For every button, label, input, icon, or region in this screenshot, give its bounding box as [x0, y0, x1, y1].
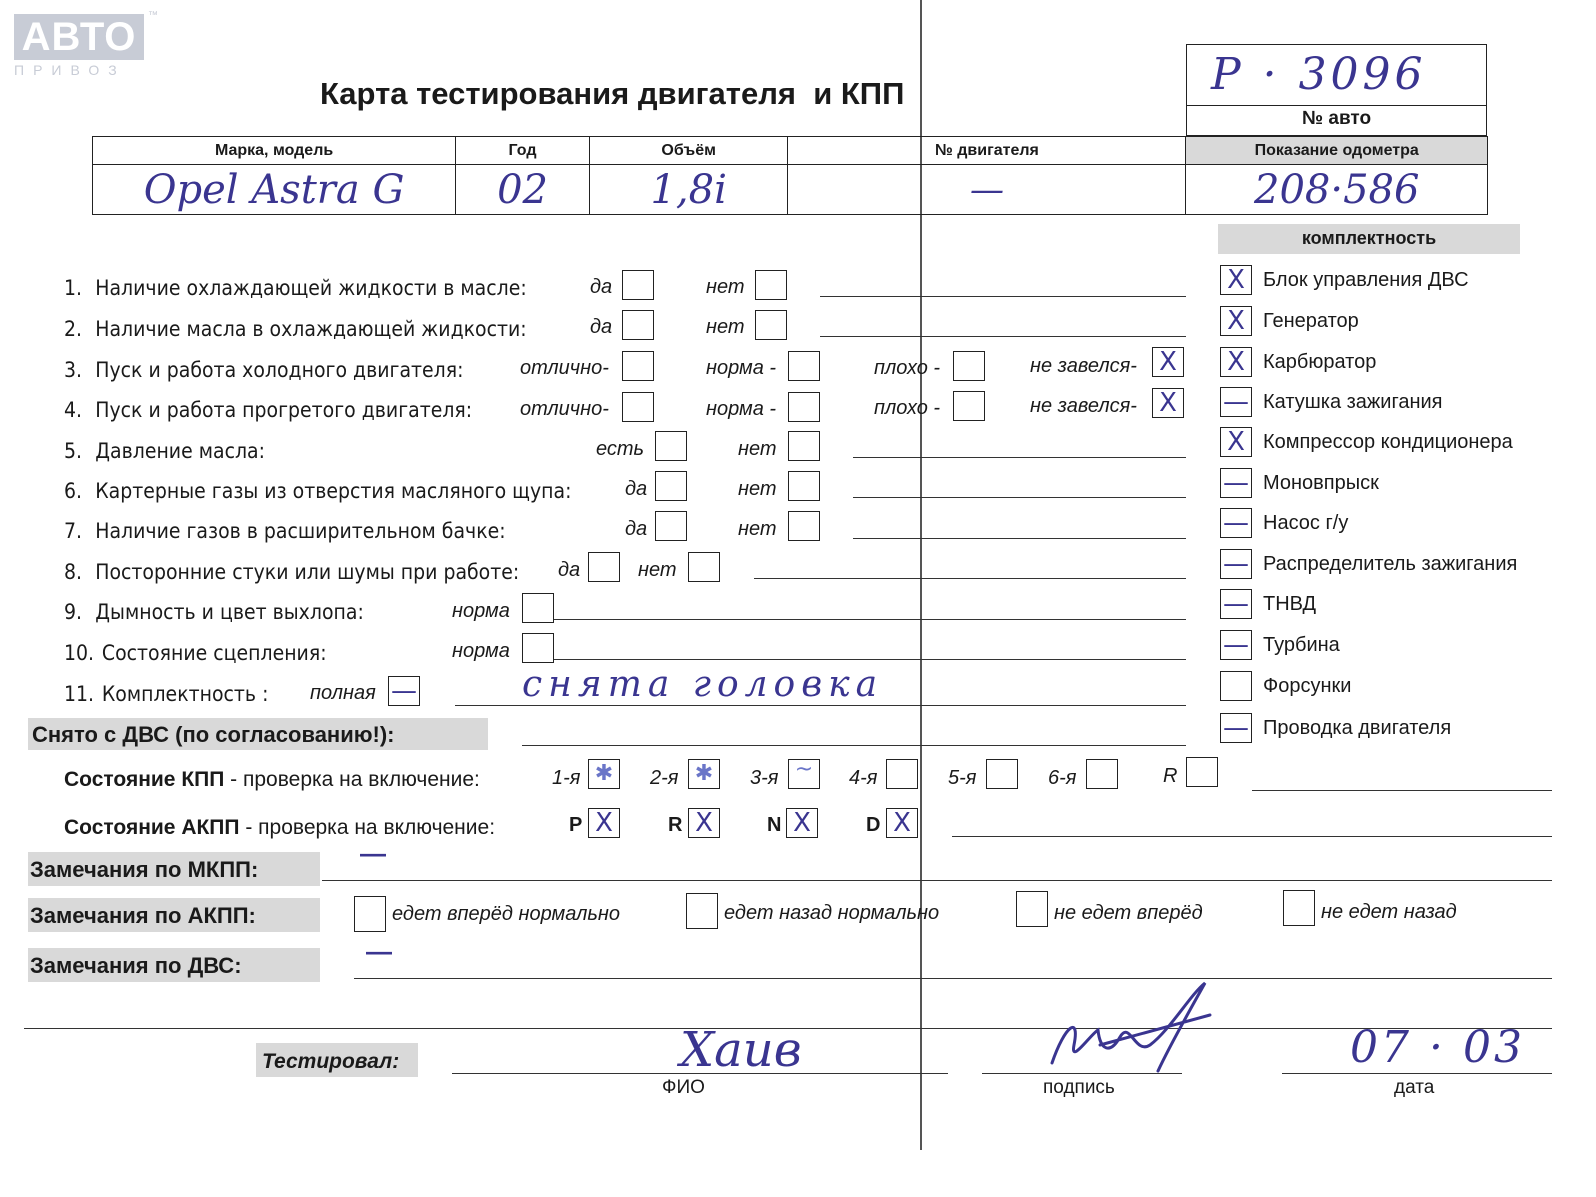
checkbox[interactable] — [354, 896, 386, 932]
tested-label: Тестировал: — [262, 1050, 400, 1073]
question-text: Пуск и работа холодного двигателя: — [95, 358, 464, 382]
check-mark: X — [1227, 427, 1245, 457]
completeness-item: Генератор — [1263, 310, 1359, 332]
checkbox[interactable] — [686, 893, 718, 929]
check-mark: — — [391, 676, 417, 706]
check-mark: X — [695, 808, 713, 838]
kpp-label-rest: - проверка на включение: — [224, 768, 480, 791]
checkbox[interactable] — [788, 511, 820, 541]
option-label: да — [558, 559, 581, 581]
check-mark: X — [893, 808, 911, 838]
answer-line — [1252, 790, 1552, 791]
scribble-mark: ~ — [794, 757, 814, 782]
checkbox[interactable] — [588, 552, 620, 582]
option-label: да — [625, 518, 648, 540]
handwritten-dash: — — [366, 936, 392, 966]
date-label: дата — [1394, 1077, 1435, 1098]
question-number: 9. — [64, 600, 83, 624]
question-8 — [64, 560, 519, 584]
answer-line — [455, 705, 1186, 706]
test-date: 07 · 03 — [1350, 1022, 1525, 1073]
option-label: нет — [706, 316, 745, 338]
gear-checkbox[interactable] — [986, 759, 1018, 789]
question-2 — [64, 317, 527, 341]
check-mark: X — [793, 808, 811, 838]
question-number: 10. — [64, 641, 95, 665]
mode-label: N — [767, 814, 782, 836]
checkbox[interactable] — [622, 392, 654, 422]
option-label: норма - — [706, 357, 777, 379]
checkbox[interactable] — [788, 471, 820, 501]
completeness-item: Насос г/у — [1263, 512, 1349, 534]
vehicle-header-table — [92, 136, 1488, 215]
checkbox[interactable] — [688, 552, 720, 582]
akpp-option-label: едет вперёд нормально — [392, 903, 621, 925]
gear-label: R — [1163, 765, 1178, 787]
logo-tm: ™ — [148, 10, 158, 21]
gear-label: 4-я — [849, 767, 878, 789]
question-10 — [64, 641, 327, 665]
gear-checkbox[interactable] — [886, 759, 918, 789]
check-mark: X — [1227, 347, 1245, 377]
checkbox[interactable] — [788, 392, 820, 422]
answer-line — [554, 659, 1186, 660]
akpp-label — [64, 816, 495, 840]
check-mark: — — [1223, 508, 1249, 538]
mode-label: P — [569, 814, 583, 836]
check-mark: X — [1159, 347, 1177, 377]
question-number: 2. — [64, 317, 83, 341]
option-label: плохо - — [874, 397, 941, 419]
logo-main: АВТО — [14, 14, 144, 60]
answer-line — [853, 497, 1186, 498]
year-value: 02 — [456, 165, 590, 215]
answer-line — [522, 745, 1186, 746]
checkbox[interactable] — [522, 633, 554, 663]
option-label: плохо - — [874, 357, 941, 379]
gear-label: 2-я — [650, 767, 679, 789]
option-label: есть — [596, 438, 645, 460]
checkbox[interactable] — [788, 351, 820, 381]
option-label: норма - — [706, 398, 777, 420]
question-text: Наличие масла в охлаждающей жидкости: — [95, 317, 527, 341]
signature-label: подпись — [1043, 1077, 1115, 1098]
answer-line — [354, 978, 1552, 979]
question-6 — [64, 479, 571, 503]
completeness-note: снята головка — [522, 664, 884, 705]
check-mark: — — [1223, 387, 1249, 417]
remarks-akpp-label: Замечания по АКПП: — [30, 903, 256, 928]
question-text: Комплектность : — [101, 682, 269, 706]
make-value: Opel Astra G — [93, 165, 456, 215]
odometer-label: Показание одометра — [1186, 137, 1488, 165]
option-label: полная — [310, 682, 376, 704]
question-number: 1. — [64, 276, 83, 300]
option-label: нет — [706, 276, 745, 298]
volume-value: 1,8i — [589, 165, 788, 215]
completeness-item: Карбюратор — [1263, 351, 1377, 373]
completeness-item: Катушка зажигания — [1263, 391, 1443, 413]
checkbox[interactable] — [755, 310, 787, 340]
question-text: Наличие охлаждающей жидкости в масле: — [95, 276, 527, 300]
option-label: нет — [638, 559, 677, 581]
option-label: отлично- — [520, 357, 609, 379]
checkbox[interactable] — [622, 270, 654, 300]
gear-checkbox[interactable] — [1186, 757, 1218, 787]
question-4 — [64, 398, 472, 422]
checkbox[interactable] — [655, 471, 687, 501]
completeness-title: комплектность — [1301, 228, 1437, 248]
answer-line — [754, 578, 1186, 579]
logo — [14, 10, 158, 80]
check-mark — [1220, 671, 1252, 701]
question-number: 3. — [64, 358, 83, 382]
option-label: нет — [738, 518, 777, 540]
tester-name: Хаив — [680, 1022, 802, 1078]
scribble-mark: ✱ — [694, 761, 714, 786]
question-number: 8. — [64, 560, 83, 584]
answer-line — [853, 538, 1186, 539]
checkbox[interactable] — [655, 511, 687, 541]
completeness-item: Форсунки — [1263, 675, 1352, 697]
option-label: не завелся- — [1030, 355, 1137, 377]
completeness-item: ТНВД — [1263, 593, 1317, 615]
check-mark: X — [1227, 306, 1245, 336]
name-line — [452, 1073, 948, 1074]
question-text: Состояние сцепления: — [101, 641, 327, 665]
option-label: да — [590, 316, 613, 338]
check-mark: — — [1223, 630, 1249, 660]
engine-label: № двигателя — [788, 137, 1186, 165]
name-label: ФИО — [662, 1077, 705, 1098]
year-label: Год — [456, 137, 590, 165]
question-text: Картерные газы из отверстия масляного щупа: — [95, 479, 572, 503]
completeness-item: Компрессор кондиционера — [1263, 431, 1513, 453]
akpp-label-rest: - проверка на включение: — [239, 816, 496, 839]
question-text: Давление масла: — [95, 439, 265, 463]
mode-label: R — [668, 814, 683, 836]
make-label: Марка, модель — [93, 137, 456, 165]
completeness-item: Блок управления ДВС — [1263, 269, 1469, 291]
akpp-option-label: не едет назад — [1321, 901, 1457, 923]
logo-sub: ПРИВОЗ — [14, 62, 126, 78]
check-mark: X — [595, 808, 613, 838]
handwritten-dash: — — [360, 838, 386, 868]
completeness-item: Турбина — [1263, 634, 1340, 656]
checkbox[interactable] — [622, 310, 654, 340]
gear-label: 1-я — [552, 767, 581, 789]
question-1 — [64, 276, 527, 300]
question-text: Пуск и работа прогретого двигателя: — [95, 398, 473, 422]
mode-label: D — [866, 814, 881, 836]
checkbox[interactable] — [953, 391, 985, 421]
car-number-label: № авто — [1301, 108, 1372, 129]
checkbox[interactable] — [655, 431, 687, 461]
question-number: 5. — [64, 439, 83, 463]
engine-value: — — [788, 165, 1186, 215]
check-mark: — — [1223, 549, 1249, 579]
checkbox[interactable] — [755, 270, 787, 300]
question-7 — [64, 519, 506, 543]
remarks-mkpp-label: Замечания по МКПП: — [30, 857, 259, 882]
question-9 — [64, 600, 364, 624]
remarks-dvs-label: Замечания по ДВС: — [30, 953, 242, 978]
answer-line — [853, 457, 1186, 458]
car-number-box — [1186, 44, 1487, 136]
option-label: нет — [738, 478, 777, 500]
removed-label: Снято с ДВС (по согласованию!): — [32, 722, 395, 747]
question-number: 6. — [64, 479, 83, 503]
answer-line — [820, 296, 1186, 297]
akpp-option-label: едет назад нормально — [724, 902, 940, 924]
check-mark: — — [1223, 589, 1249, 619]
question-number: 11. — [64, 682, 95, 706]
question-text: Дымность и цвет выхлопа: — [95, 600, 364, 624]
answer-line — [554, 619, 1186, 620]
option-label: норма — [452, 600, 510, 622]
gear-label: 6-я — [1048, 767, 1077, 789]
option-label: норма — [452, 640, 510, 662]
check-mark: — — [1223, 468, 1249, 498]
option-label: нет — [738, 438, 777, 460]
date-line — [1282, 1073, 1552, 1074]
kpp-label-bold: Состояние КПП — [64, 768, 225, 791]
answer-line — [820, 336, 1186, 337]
question-text: Посторонние стуки или шумы при работе: — [95, 560, 520, 584]
odometer-value: 208·586 — [1186, 165, 1488, 215]
checkbox[interactable] — [1283, 890, 1315, 926]
completeness-item: Проводка двигателя — [1263, 717, 1452, 739]
car-number-divider — [1187, 105, 1486, 106]
completeness-item: Моновпрыск — [1263, 472, 1379, 494]
check-mark: X — [1159, 388, 1177, 418]
question-text: Наличие газов в расширительном бачке: — [95, 519, 506, 543]
question-11 — [64, 682, 268, 706]
scribble-mark: ✱ — [594, 761, 614, 786]
completeness-item: Распределитель зажигания — [1263, 553, 1518, 575]
car-number-value: P · 3096 — [1211, 49, 1427, 100]
gear-label: 3-я — [750, 767, 779, 789]
signature-icon — [1040, 975, 1220, 1085]
question-number: 7. — [64, 519, 83, 543]
signature-line — [982, 1073, 1182, 1074]
answer-line — [322, 880, 1552, 881]
akpp-option-label: не едет вперёд — [1054, 902, 1203, 924]
checkbox[interactable] — [788, 431, 820, 461]
kpp-label — [64, 768, 480, 792]
option-label: да — [590, 276, 613, 298]
question-5 — [64, 439, 265, 463]
option-label: отлично- — [520, 398, 609, 420]
akpp-label-bold: Состояние АКПП — [64, 816, 240, 839]
checkbox[interactable] — [953, 351, 985, 381]
checkbox[interactable] — [622, 351, 654, 381]
option-label: не завелся- — [1030, 395, 1137, 417]
gear-label: 5-я — [948, 767, 977, 789]
answer-line — [952, 836, 1552, 837]
gear-checkbox[interactable] — [1086, 759, 1118, 789]
check-mark: X — [1227, 265, 1245, 295]
check-mark: — — [1223, 713, 1249, 743]
question-3 — [64, 358, 464, 382]
question-number: 4. — [64, 398, 83, 422]
volume-label: Объём — [589, 137, 788, 165]
checkbox[interactable] — [522, 593, 554, 623]
option-label: да — [625, 478, 648, 500]
document-title: Карта тестирования двигателя и КПП — [320, 76, 905, 111]
checkbox[interactable] — [1016, 891, 1048, 927]
